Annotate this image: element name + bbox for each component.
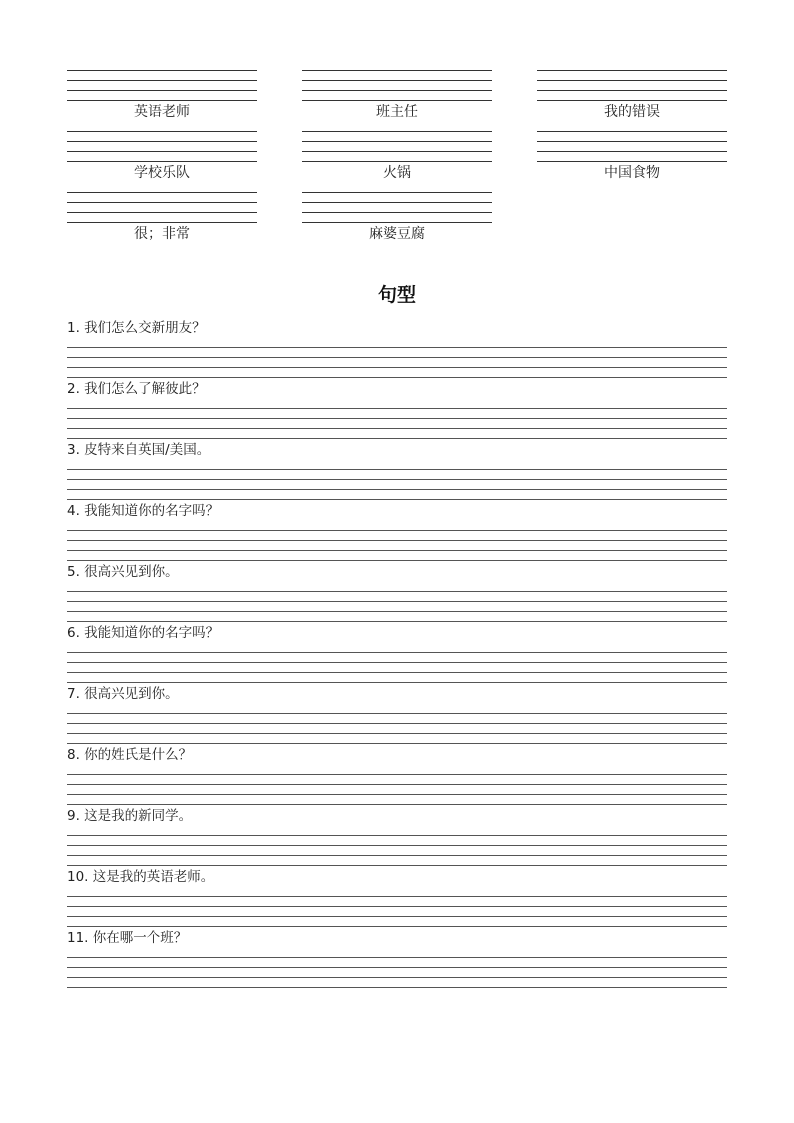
- sentence-item: [67, 685, 727, 746]
- vocab-label: 很；非常: [134, 226, 190, 242]
- writing-lines[interactable]: [67, 652, 727, 682]
- writing-lines[interactable]: [67, 957, 727, 987]
- writing-lines[interactable]: [537, 70, 727, 100]
- vocab-item: [67, 192, 257, 243]
- vocab-label: 班主任: [376, 104, 418, 120]
- writing-lines[interactable]: [67, 896, 727, 926]
- vocab-item: [537, 131, 727, 182]
- sentence-item: [67, 502, 727, 563]
- vocab-item: [302, 192, 492, 243]
- writing-lines[interactable]: [67, 530, 727, 560]
- vocab-item: [67, 70, 257, 121]
- vocab-label: 学校乐队: [134, 165, 190, 181]
- writing-lines[interactable]: [67, 347, 727, 377]
- section-title: 句型: [377, 284, 416, 306]
- sentence-prompt: 2. 我们怎么了解彼此？: [67, 381, 206, 397]
- sentence-item: [67, 929, 727, 990]
- writing-lines[interactable]: [302, 70, 492, 100]
- sentence-item: [67, 868, 727, 929]
- vocab-label: 我的错误: [604, 104, 660, 120]
- vocab-label: 中国食物: [604, 165, 660, 181]
- sentence-prompt: 11. 你在哪一个班？: [67, 930, 188, 946]
- vocab-label: 麻婆豆腐: [369, 226, 425, 242]
- sentence-item: [67, 807, 727, 868]
- sentence-list: [67, 319, 727, 990]
- writing-lines[interactable]: [302, 131, 492, 161]
- vocab-label: 火锅: [383, 165, 411, 181]
- sentence-prompt: 10. 这是我的英语老师。: [67, 869, 215, 885]
- sentence-prompt: 5. 很高兴见到你。: [67, 564, 179, 580]
- sentence-item: [67, 319, 727, 380]
- sentence-prompt: 4. 我能知道你的名字吗？: [67, 503, 220, 519]
- sentence-prompt: 6. 我能知道你的名字吗？: [67, 625, 220, 641]
- vocab-label: 英语老师: [134, 104, 190, 120]
- vocab-item: [302, 70, 492, 121]
- sentence-prompt: 3. 皮特来自英国/美国。: [67, 442, 211, 458]
- sentence-prompt: 7. 很高兴见到你。: [67, 686, 179, 702]
- writing-lines[interactable]: [67, 131, 257, 161]
- sentence-item: [67, 441, 727, 502]
- sentence-item: [67, 746, 727, 807]
- writing-lines[interactable]: [302, 192, 492, 222]
- sentence-item: [67, 380, 727, 441]
- writing-lines[interactable]: [67, 469, 727, 499]
- sentence-item: [67, 563, 727, 624]
- sentence-prompt: 1. 我们怎么交新朋友？: [67, 320, 206, 336]
- sentence-prompt: 8. 你的姓氏是什么？: [67, 747, 193, 763]
- vocabulary-grid: [67, 70, 727, 243]
- writing-lines[interactable]: [67, 192, 257, 222]
- sentence-prompt: 9. 这是我的新同学。: [67, 808, 193, 824]
- writing-lines[interactable]: [537, 131, 727, 161]
- vocab-item: [537, 70, 727, 121]
- writing-lines[interactable]: [67, 408, 727, 438]
- sentence-item: [67, 624, 727, 685]
- writing-lines[interactable]: [67, 591, 727, 621]
- writing-lines[interactable]: [67, 70, 257, 100]
- writing-lines[interactable]: [67, 713, 727, 743]
- writing-lines[interactable]: [67, 835, 727, 865]
- writing-lines[interactable]: [67, 774, 727, 804]
- vocab-item: [302, 131, 492, 182]
- vocab-item: [67, 131, 257, 182]
